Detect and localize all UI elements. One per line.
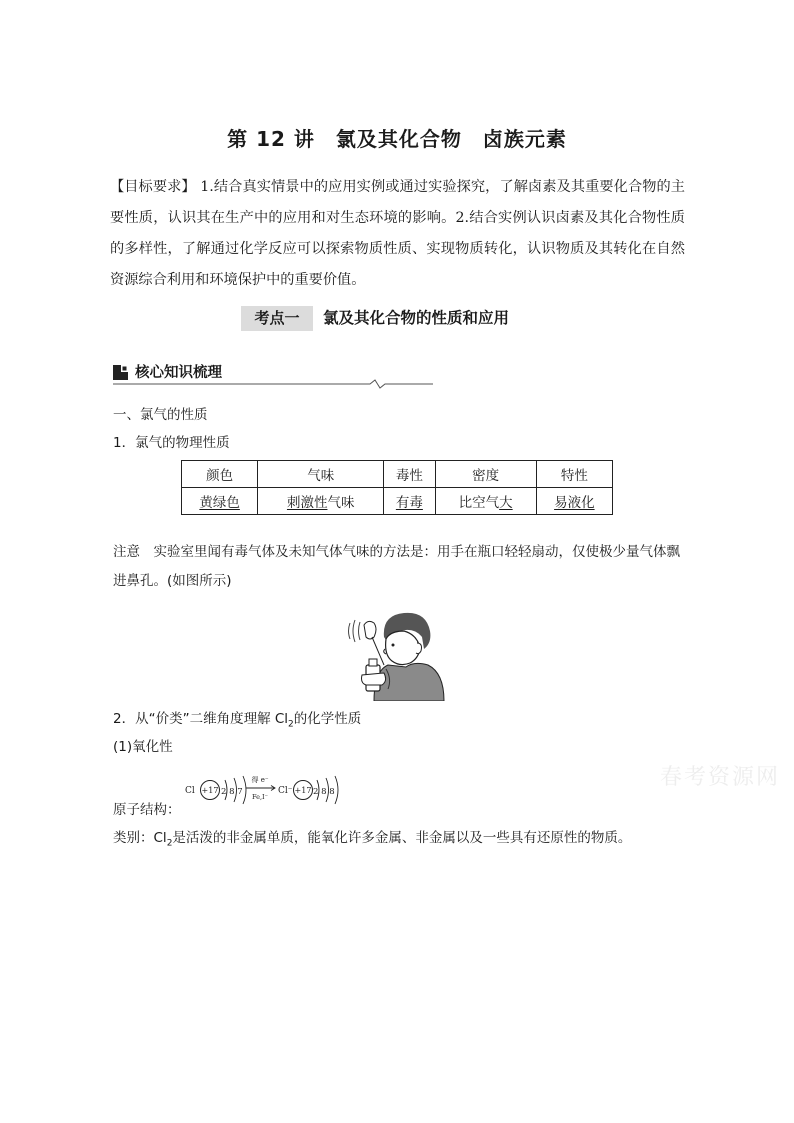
atomic-structure-label: 原子结构：: [113, 802, 181, 818]
heading-oxidizing: (1)氧化性: [113, 739, 173, 755]
toxicity-value: 有毒: [395, 495, 423, 511]
left-atom-symbol: Cl: [185, 786, 195, 796]
objectives-paragraph: [110, 172, 685, 296]
section-divider: [113, 379, 433, 389]
property-value: 易液化: [554, 495, 595, 511]
heading-physical-properties: 1．氯气的物理性质: [113, 435, 230, 451]
smelling-gas-illustration: [344, 609, 449, 701]
table-row: [182, 488, 613, 515]
right-atom-symbol: Cl⁻: [278, 786, 293, 796]
kaodian-title: 氯及其化合物的性质和应用: [323, 309, 510, 327]
heading-chemical-sub: 2: [288, 719, 294, 730]
objectives-text: 1.结合真实情景中的应用实例或通过实验探究，了解卤素及其重要化合物的主要性质，认识其在生产中的应用和对生态环境的影响。2.结合实例认识卤素及其化合物性质的多样性，了解通过化学反应可以探索物质性质、实现物质转化，认识物质及其转化在自然资源综合利用和环境保护中的重要价值。: [110, 179, 685, 288]
left-atom-shells: 2 8 7: [221, 787, 243, 797]
note-text: 实验室里闻有毒气体及未知气体气味的方法是：用手在瓶口轻轻扇动，仅使极少量气体飘进鼻孔。(如图所示): [113, 544, 680, 589]
section-square-icon: [113, 365, 128, 380]
category-sub: 2: [166, 838, 173, 849]
table-cell: [258, 488, 384, 515]
heading-chemical-pre: 2．从“价类”二维角度理解 Cl: [113, 711, 289, 727]
table-header-cell: 特性: [536, 461, 612, 488]
density-value: 大: [499, 495, 513, 511]
heading-chemical-properties: [113, 709, 361, 735]
kaodian-label: 考点一: [241, 306, 313, 331]
heading-chlorine-properties: 一、氯气的性质: [113, 407, 208, 423]
table-header-row: [182, 461, 613, 488]
category-paragraph: [113, 828, 688, 854]
table-cell: [435, 488, 536, 515]
note-paragraph: [113, 538, 683, 596]
table-cell: [182, 488, 258, 515]
arrow-bottom-label: Fe,I⁻: [251, 793, 269, 801]
table-header-cell: 颜色: [182, 461, 258, 488]
right-atom-nucleus: +17: [294, 786, 312, 795]
color-value: 黄绿色: [199, 495, 240, 511]
odor-suffix: 气味: [327, 495, 355, 511]
note-label: 注意: [113, 544, 140, 560]
category-pre: 类别：Cl: [113, 830, 167, 846]
section-title: 核心知识梳理: [135, 365, 222, 381]
table-header-cell: 气味: [258, 461, 384, 488]
arrow-top-label: 得 e⁻: [251, 776, 269, 784]
objectives-label: 【目标要求】: [110, 179, 196, 195]
heading-chemical-post: 的化学性质: [293, 711, 362, 727]
left-atom-nucleus: +17: [201, 786, 219, 795]
right-atom-shells: 2 8 8: [313, 787, 335, 797]
atomic-structure-diagram: [183, 766, 343, 812]
category-post: 是活泼的非金属单质，能氧化许多金属、非金属以及一些具有还原性的物质。: [172, 830, 632, 846]
table-cell: [384, 488, 435, 515]
physical-properties-table: [181, 460, 613, 515]
odor-value: 刺激性: [286, 495, 328, 511]
table-cell: [536, 488, 612, 515]
page-title: 第 12 讲 氯及其化合物 卤族元素: [227, 127, 567, 151]
density-prefix: 比空气: [458, 495, 500, 511]
table-header-cell: 毒性: [384, 461, 435, 488]
watermark: 春考资源网: [660, 765, 781, 790]
table-header-cell: 密度: [435, 461, 536, 488]
